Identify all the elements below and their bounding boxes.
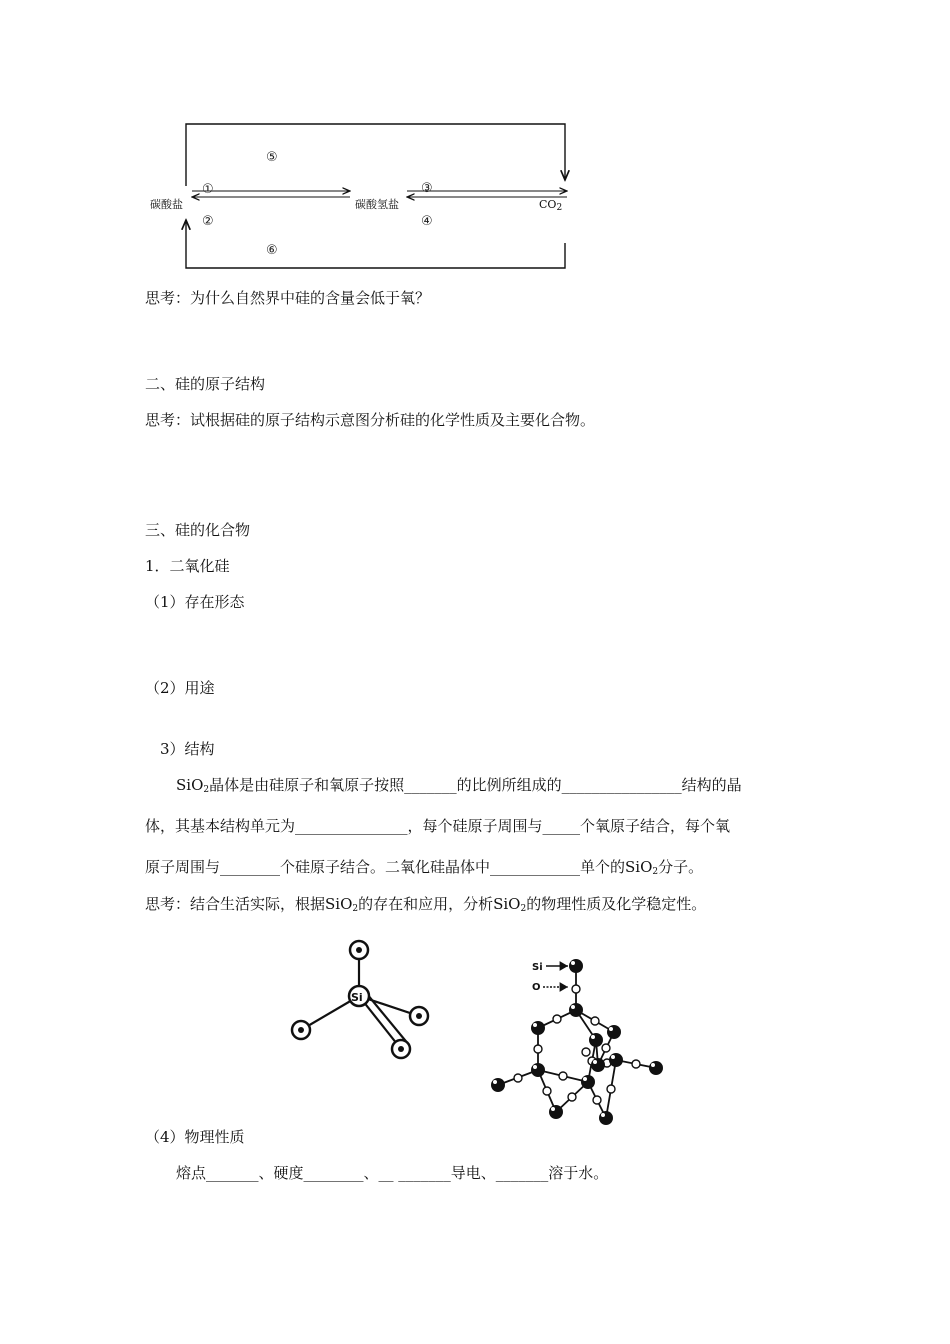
sio4-tetrahedron-figure [285,932,445,1072]
item-structure: 3）结构 [160,740,215,758]
section-3-title: 三、硅的化合物 [145,521,251,539]
cycle-arrows [0,0,950,290]
subsection-silica-title: 1．二氧化硅 [145,557,230,575]
legend-o-label: O [532,982,541,993]
item-physical-properties: （4）物理性质 [145,1128,245,1146]
think-question-3: 思考：结合生活实际，根据SiO$_2$的存在和应用，分析SiO$_2$的物理性质及化学稳定性。 [145,895,707,914]
physical-properties-fill-line: 熔点_______、硬度________、__ _______导电、_______溶于水。 [176,1164,609,1182]
step3-label: ③ [421,181,433,196]
structure-para-line-1: SiO$_2$晶体是由硅原子和氧原子按照_______的比例所组成的________________结构的晶 [176,776,742,795]
step2-label: ② [202,214,214,229]
structure-para-line-3: 原子周围与________个硅原子结合。二氧化硅晶体中____________单个的SiO$_2$分子。 [145,858,704,877]
legend-si-label: Si [532,962,543,973]
step4-label: ④ [421,214,433,229]
node-bicarbonate: 碳酸氢盐 [355,198,399,211]
sio2-network-figure [488,940,678,1140]
think-question-1: 思考：为什么自然界中硅的含量会低于氧？ [145,289,431,307]
node-carbonate: 碳酸盐 [150,198,183,211]
node-co2: $CO_2$ [539,198,563,213]
think-question-2: 思考：试根据硅的原子结构示意图分析硅的化学性质及主要化合物。 [145,411,596,429]
section-2-title: 二、硅的原子结构 [145,375,266,393]
item-uses: （2）用途 [145,679,215,697]
step1-label: ① [202,182,214,197]
arrow-step6 [186,220,565,268]
step6-label: ⑥ [266,243,278,258]
structure-para-line-2: 体，其基本结构单元为_______________，每个硅原子周围与_____个氧原子结合，每个氧 [145,817,731,835]
item-existence-form: （1）存在形态 [145,593,245,611]
step5-label: ⑤ [266,150,278,165]
tetra-si-label: Si [351,991,363,1004]
arrow-step5 [186,124,565,186]
